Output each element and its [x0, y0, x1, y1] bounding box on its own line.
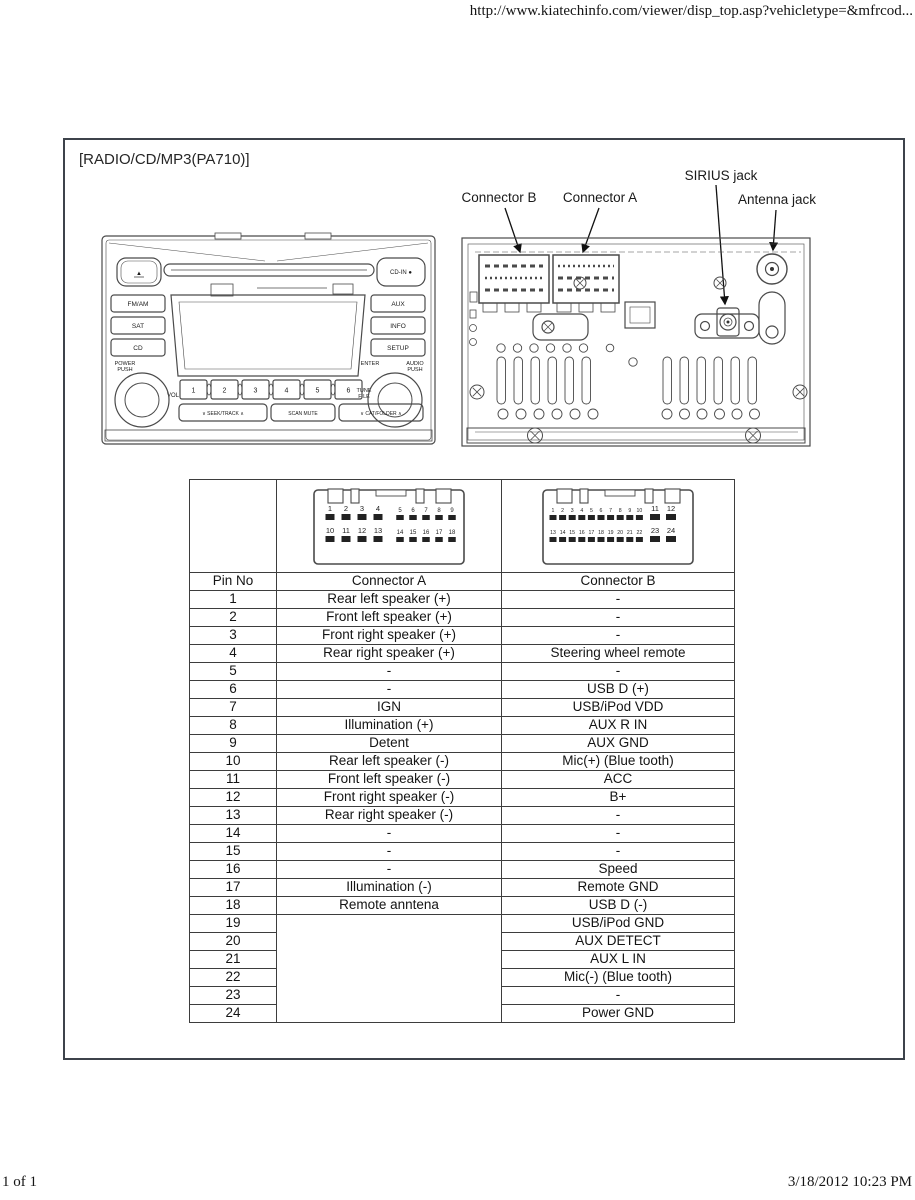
panel-hole — [570, 409, 580, 419]
pin-row — [190, 681, 735, 699]
connector-b-pinout-diagram — [503, 480, 734, 572]
pin-number-label: 16 — [578, 530, 585, 536]
tune-audio-knob — [368, 373, 422, 427]
preset-label: 1 — [191, 387, 196, 395]
pin-marker — [409, 537, 417, 542]
panel-hole — [497, 344, 505, 352]
pin-number-cell: 1 — [190, 591, 277, 609]
vent-slot — [497, 357, 506, 404]
pin-marker — [549, 515, 556, 520]
connector-a-cell: - — [277, 681, 502, 699]
connector-a-cell: - — [277, 843, 502, 861]
scan-mute-label: SCAN MUTE — [288, 411, 318, 417]
info-label: INFO — [390, 323, 406, 330]
pin-number-label: 13 — [373, 526, 382, 535]
preset-label: 3 — [253, 387, 258, 395]
vent-slot — [697, 357, 706, 404]
connector-b-cell: - — [502, 825, 735, 843]
pin-number-label: 11 — [650, 504, 659, 513]
pin-number-label: 5 — [397, 508, 402, 514]
pin-row — [190, 861, 735, 879]
mount-bracket — [533, 314, 588, 340]
pin-number-label: 10 — [636, 508, 642, 514]
pin-number-label: 20 — [616, 530, 623, 536]
pin-row — [190, 843, 735, 861]
panel-hole — [534, 409, 544, 419]
pin-number-label: 6 — [599, 508, 602, 514]
pin-marker — [607, 515, 614, 520]
pin-number-cell: 5 — [190, 663, 277, 681]
setup-label: SETUP — [387, 345, 409, 352]
seek-track-label: ∨ SEEK/TRACK ∧ — [202, 411, 244, 417]
connector-b-cell: AUX L IN — [502, 951, 735, 969]
pin-number-label: 22 — [636, 530, 642, 536]
callout-sirius-jack: SIRIUS jack — [684, 168, 758, 183]
pin-number-cell: 17 — [190, 879, 277, 897]
pin-number-cell: 18 — [190, 897, 277, 915]
connector-b-cell: AUX R IN — [502, 717, 735, 735]
pin-number-label: 18 — [597, 530, 604, 536]
panel-hole — [579, 344, 587, 352]
page-number: 1 of 1 — [2, 1174, 37, 1190]
connector-a-cell: Rear left speaker (-) — [277, 753, 502, 771]
preset-label: 6 — [346, 387, 351, 395]
pin-row — [190, 645, 735, 663]
callout-connector-a: Connector A — [562, 190, 638, 205]
pin-marker — [373, 514, 382, 520]
header-connector-a: Connector A — [277, 573, 502, 591]
connector-a-cell: - — [277, 861, 502, 879]
arrow-connector-b — [505, 208, 520, 252]
pin-number-label: 17 — [435, 530, 442, 536]
pin-marker — [597, 537, 604, 542]
power-label: POWER — [114, 361, 136, 367]
vent-slot — [514, 357, 523, 404]
vent-slot — [663, 357, 672, 404]
pin-number-cell: 22 — [190, 969, 277, 987]
connector-a-cell: Illumination (+) — [277, 717, 502, 735]
connector-a-cell: Front right speaker (-) — [277, 789, 502, 807]
empty-corner-cell — [190, 480, 277, 573]
pin-marker — [650, 514, 660, 520]
pin-marker — [396, 537, 404, 542]
pin-number-label: 1 — [551, 508, 554, 514]
diagram-title: [RADIO/CD/MP3(PA710)] — [79, 151, 250, 168]
pin-row — [190, 609, 735, 627]
connector-b-cell: USB/iPod GND — [502, 915, 735, 933]
radio-illustration — [65, 152, 901, 462]
connector-b-cell: Mic(-) (Blue tooth) — [502, 969, 735, 987]
header-connector-b: Connector B — [502, 573, 735, 591]
connector-b-cell: Power GND — [502, 1005, 735, 1023]
pin-row — [190, 789, 735, 807]
panel-hole — [588, 409, 598, 419]
pin-marker — [568, 537, 575, 542]
enter-label: ENTER — [360, 361, 380, 367]
pin-number-label: 13 — [549, 530, 556, 536]
preset-buttons — [180, 380, 362, 399]
panel-hole — [606, 344, 614, 352]
connector-a-cell: IGN — [277, 699, 502, 717]
pin-row — [190, 717, 735, 735]
pin-number-label: 3 — [570, 508, 574, 514]
panel-hole — [629, 358, 637, 366]
pin-number-label: 8 — [436, 508, 441, 514]
fm-am-label: FM/AM — [127, 301, 149, 308]
pin-row — [190, 915, 735, 933]
pin-marker — [409, 515, 417, 520]
connector-b-cell: USB/iPod VDD — [502, 699, 735, 717]
arrow-connector-a — [583, 208, 599, 252]
header-pin-no: Pin No — [190, 573, 277, 591]
pin-number-cell: 16 — [190, 861, 277, 879]
connector-a-diagram-cell — [277, 480, 502, 573]
pin-marker — [549, 537, 556, 542]
vent-slot — [548, 357, 557, 404]
pin-table-container — [189, 479, 735, 1023]
tune-label: TUNE — [356, 388, 372, 394]
preset-label: 2 — [222, 387, 227, 395]
pin-marker — [373, 536, 382, 542]
pin-marker — [422, 537, 430, 542]
pin-number-cell: 2 — [190, 609, 277, 627]
connector-a-empty-merged-cell — [277, 915, 502, 1023]
pin-row — [190, 627, 735, 645]
pin-marker — [607, 537, 614, 542]
connector-a-cell: Detent — [277, 735, 502, 753]
panel-hole — [732, 409, 742, 419]
pin-number-label: 9 — [449, 508, 454, 514]
pin-row — [190, 663, 735, 681]
pin-marker — [357, 536, 366, 542]
radio-front-view — [102, 233, 435, 444]
pin-marker — [616, 515, 623, 520]
pin-row — [190, 825, 735, 843]
connector-a-cell: - — [277, 663, 502, 681]
connector-a-cell: Remote anntena — [277, 897, 502, 915]
pin-number-label: 4 — [579, 508, 583, 514]
pin-marker — [626, 515, 633, 520]
connector-b-cell: - — [502, 843, 735, 861]
pin-marker — [568, 515, 575, 520]
connector-b-cell: AUX GND — [502, 735, 735, 753]
display — [171, 295, 365, 376]
audio-label: AUDIO — [406, 361, 424, 367]
pin-number-cell: 24 — [190, 1005, 277, 1023]
connector-a-cell: - — [277, 825, 502, 843]
audio-push-label: PUSH — [407, 367, 423, 373]
pin-marker — [448, 537, 456, 542]
connector-b-cell: Mic(+) (Blue tooth) — [502, 753, 735, 771]
cd-label: CD — [133, 345, 143, 352]
panel-hole — [563, 344, 571, 352]
connector-a-cell: Rear left speaker (+) — [277, 591, 502, 609]
pin-marker — [587, 537, 594, 542]
pin-marker — [435, 515, 443, 520]
pin-number-label: 21 — [626, 530, 633, 536]
panel-hole — [516, 409, 526, 419]
print-timestamp: 3/18/2012 10:23 PM — [787, 1174, 912, 1190]
pin-number-cell: 19 — [190, 915, 277, 933]
connector-b-cell: Remote GND — [502, 879, 735, 897]
pin-marker — [435, 537, 443, 542]
pin-number-label: 18 — [448, 530, 455, 536]
vent-slot — [582, 357, 591, 404]
panel-hole — [715, 409, 725, 419]
connector-b-cell: B+ — [502, 789, 735, 807]
pin-number-label: 7 — [423, 508, 428, 514]
pin-number-cell: 6 — [190, 681, 277, 699]
pin-row — [190, 897, 735, 915]
vent-slot — [531, 357, 540, 404]
connector-b-cell: USB D (+) — [502, 681, 735, 699]
callout-antenna-jack: Antenna jack — [737, 192, 817, 207]
callout-arrows — [505, 185, 776, 304]
pin-number-label: 7 — [608, 508, 612, 514]
panel-hole — [662, 409, 672, 419]
panel-hole — [498, 409, 508, 419]
pin-marker — [666, 514, 676, 520]
pin-number-label: 14 — [396, 530, 403, 536]
pin-row — [190, 771, 735, 789]
pin-row — [190, 807, 735, 825]
pin-row — [190, 591, 735, 609]
pin-marker — [325, 514, 334, 520]
pin-number-cell: 14 — [190, 825, 277, 843]
sirius-jack — [695, 308, 759, 338]
pin-number-label: 4 — [375, 504, 380, 513]
pin-number-label: 24 — [666, 526, 675, 535]
pin-number-cell: 21 — [190, 951, 277, 969]
connector-b-cell: USB D (-) — [502, 897, 735, 915]
print-header-url: http://www.kiatechinfo.com/viewer/disp_top.asp?vehicletype=&mfrcod... — [469, 3, 913, 19]
table-header-row — [190, 573, 735, 591]
pin-number-label: 19 — [607, 530, 613, 536]
pin-number-label: 1 — [327, 504, 332, 513]
pin-marker — [635, 537, 642, 542]
pin-marker — [650, 536, 660, 542]
connector-b-cell: - — [502, 663, 735, 681]
panel-hole — [680, 409, 690, 419]
connector-b-cell: - — [502, 591, 735, 609]
pin-number-label: 15 — [568, 530, 575, 536]
pin-marker — [578, 537, 585, 542]
preset-label: 5 — [315, 387, 320, 395]
pin-marker — [448, 515, 456, 520]
pin-number-cell: 3 — [190, 627, 277, 645]
pin-number-cell: 15 — [190, 843, 277, 861]
power-push-label: PUSH — [117, 367, 133, 373]
pin-number-cell: 13 — [190, 807, 277, 825]
connector-a-cell: Front left speaker (+) — [277, 609, 502, 627]
wiring-diagram-frame — [63, 138, 905, 1060]
pin-assignment-table — [189, 479, 735, 1023]
cat-folder-label: ∨ CAT/FOLDER ∧ — [360, 411, 402, 417]
pin-marker — [559, 537, 566, 542]
pin-number-label: 10 — [325, 526, 334, 535]
pin-number-label: 15 — [409, 530, 416, 536]
pin-marker — [635, 515, 642, 520]
connector-b-cell: - — [502, 627, 735, 645]
vent-slot — [748, 357, 757, 404]
pin-number-label: 5 — [589, 508, 593, 514]
connector-a-cell: Rear right speaker (+) — [277, 645, 502, 663]
callout-connector-b: Connector B — [461, 190, 537, 205]
pin-number-cell: 12 — [190, 789, 277, 807]
pin-number-label: 12 — [666, 504, 675, 513]
pin-number-label: 9 — [627, 508, 631, 514]
pin-number-cell: 9 — [190, 735, 277, 753]
connector-b-diagram-cell — [502, 480, 735, 573]
vent-slot — [680, 357, 689, 404]
pin-marker — [626, 537, 633, 542]
preset-label: 4 — [284, 387, 289, 395]
pin-number-cell: 10 — [190, 753, 277, 771]
connector-a-cell: Front right speaker (+) — [277, 627, 502, 645]
pin-row — [190, 753, 735, 771]
pin-marker — [341, 514, 350, 520]
pin-marker — [357, 514, 366, 520]
connector-a-cell: Illumination (-) — [277, 879, 502, 897]
panel-hole — [750, 409, 760, 419]
pin-marker — [325, 536, 334, 542]
vent-slot — [565, 357, 574, 404]
connector-b-cell: Speed — [502, 861, 735, 879]
connector-b-cell: ACC — [502, 771, 735, 789]
pin-number-label: 14 — [559, 530, 565, 536]
pin-marker — [666, 536, 676, 542]
tune-file-label: FILE — [358, 394, 370, 400]
panel-hole — [513, 344, 521, 352]
pin-number-cell: 23 — [190, 987, 277, 1005]
pin-number-cell: 4 — [190, 645, 277, 663]
connector-a-pinout-diagram — [278, 480, 501, 572]
sat-label: SAT — [131, 323, 145, 330]
pin-marker — [341, 536, 350, 542]
pin-number-label: 6 — [410, 508, 415, 514]
antenna-jack — [757, 254, 787, 344]
panel-hole — [546, 344, 554, 352]
panel-hole — [552, 409, 562, 419]
pin-number-cell: 8 — [190, 717, 277, 735]
pin-row — [190, 735, 735, 753]
connector-b-cell: - — [502, 987, 735, 1005]
pin-number-label: 2 — [560, 508, 564, 514]
pin-number-label: 8 — [618, 508, 622, 514]
pin-marker — [587, 515, 594, 520]
vent-slot — [714, 357, 723, 404]
vol-label: VOL — [166, 393, 180, 399]
pin-number-label: 23 — [650, 526, 659, 535]
pin-number-label: 16 — [422, 530, 429, 536]
connector-a-cell: Rear right speaker (-) — [277, 807, 502, 825]
panel-hole — [530, 344, 538, 352]
power-volume-knob — [115, 373, 169, 427]
pin-number-label: 2 — [343, 504, 348, 513]
pin-marker — [597, 515, 604, 520]
pin-marker — [422, 515, 430, 520]
pin-marker — [396, 515, 404, 520]
pin-row — [190, 699, 735, 717]
connector-a-cell: Front left speaker (-) — [277, 771, 502, 789]
pin-row — [190, 879, 735, 897]
pin-number-label: 11 — [341, 526, 350, 535]
pin-number-label: 12 — [357, 526, 366, 535]
connector-diagram-row — [190, 480, 735, 573]
eject-icon: ▲ — [136, 271, 142, 277]
connector-b-cell: - — [502, 807, 735, 825]
cd-in-label: CD-IN ● — [390, 270, 412, 276]
aux-label: AUX — [391, 301, 405, 308]
connector-b-cell: AUX DETECT — [502, 933, 735, 951]
connector-b-cell: - — [502, 609, 735, 627]
pin-marker — [616, 537, 623, 542]
pin-number-cell: 11 — [190, 771, 277, 789]
connector-b-cell: Steering wheel remote — [502, 645, 735, 663]
panel-hole — [697, 409, 707, 419]
pin-number-label: 3 — [359, 504, 364, 513]
radio-rear-view — [462, 238, 810, 446]
pin-marker — [559, 515, 566, 520]
pin-number-cell: 7 — [190, 699, 277, 717]
pin-marker — [578, 515, 585, 520]
rear-connector-b — [479, 255, 549, 312]
pin-number-label: 17 — [588, 530, 594, 536]
pin-number-cell: 20 — [190, 933, 277, 951]
vent-slot — [731, 357, 740, 404]
